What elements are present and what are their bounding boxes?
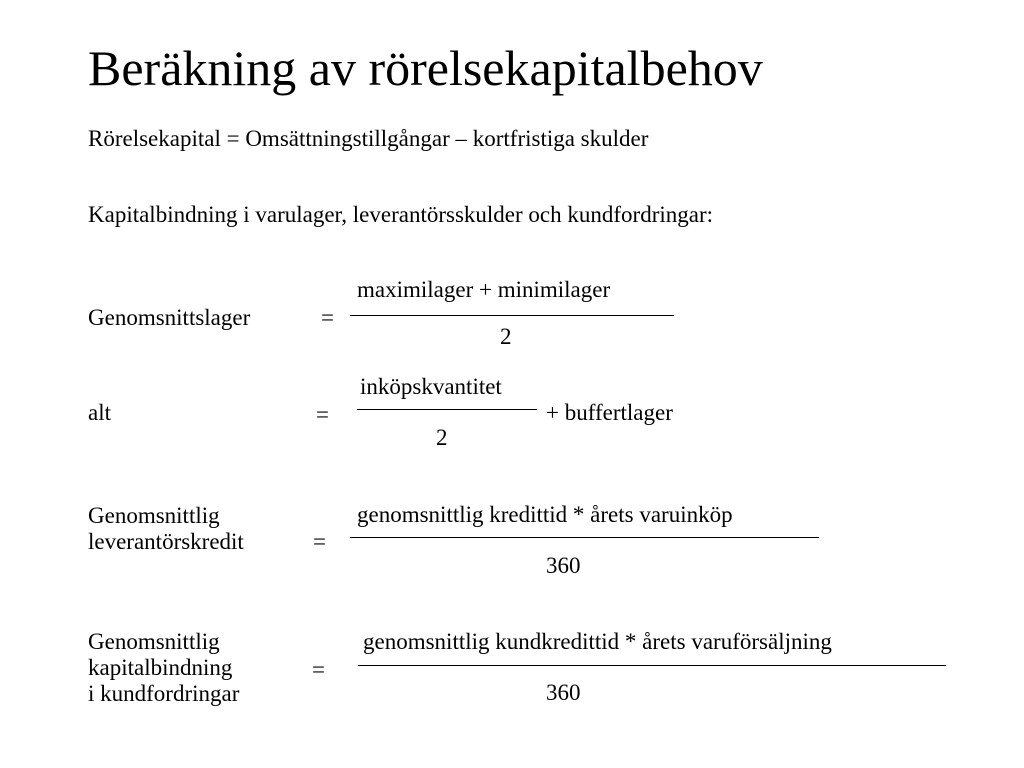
formula-label: alt bbox=[88, 400, 111, 425]
equals-sign: = bbox=[313, 529, 326, 554]
fraction-bar bbox=[358, 665, 946, 666]
formula-numerator: genomsnittlig kredittid * årets varuinköp bbox=[357, 502, 733, 527]
formula-suffix: + buffertlager bbox=[546, 400, 673, 425]
page-title: Beräkning av rörelsekapitalbehov bbox=[88, 40, 763, 96]
formula-denominator: 360 bbox=[546, 553, 581, 578]
formula-numerator: genomsnittlig kundkredittid * årets varuförsäljning bbox=[363, 629, 832, 654]
fraction-bar bbox=[350, 537, 819, 538]
fraction-bar bbox=[357, 409, 537, 410]
formula-numerator: inköpskvantitet bbox=[360, 374, 502, 399]
equals-sign: = bbox=[321, 305, 334, 330]
formula-denominator: 2 bbox=[436, 425, 448, 450]
working-capital-definition: Rörelsekapital = Omsättningstillgångar – kortfristiga skulder bbox=[88, 126, 649, 151]
formula-denominator: 360 bbox=[546, 680, 581, 705]
formula-label: Genomsnittslager bbox=[88, 305, 251, 330]
formula-label-line-2: kapitalbindning bbox=[88, 655, 233, 680]
formula-label-line-1: Genomsnittlig bbox=[88, 629, 220, 654]
formula-denominator: 2 bbox=[500, 324, 512, 349]
fraction-bar bbox=[350, 315, 674, 316]
formula-label-line-2: leverantörskredit bbox=[88, 529, 244, 554]
formula-numerator: maximilager + minimilager bbox=[357, 277, 611, 302]
capital-binding-intro: Kapitalbindning i varulager, leverantörsskulder och kundfordringar: bbox=[88, 202, 713, 227]
formula-label-line-1: Genomsnittlig bbox=[88, 503, 220, 528]
equals-sign: = bbox=[312, 657, 325, 682]
formula-label-line-3: i kundfordringar bbox=[88, 681, 240, 706]
equals-sign: = bbox=[316, 402, 329, 427]
